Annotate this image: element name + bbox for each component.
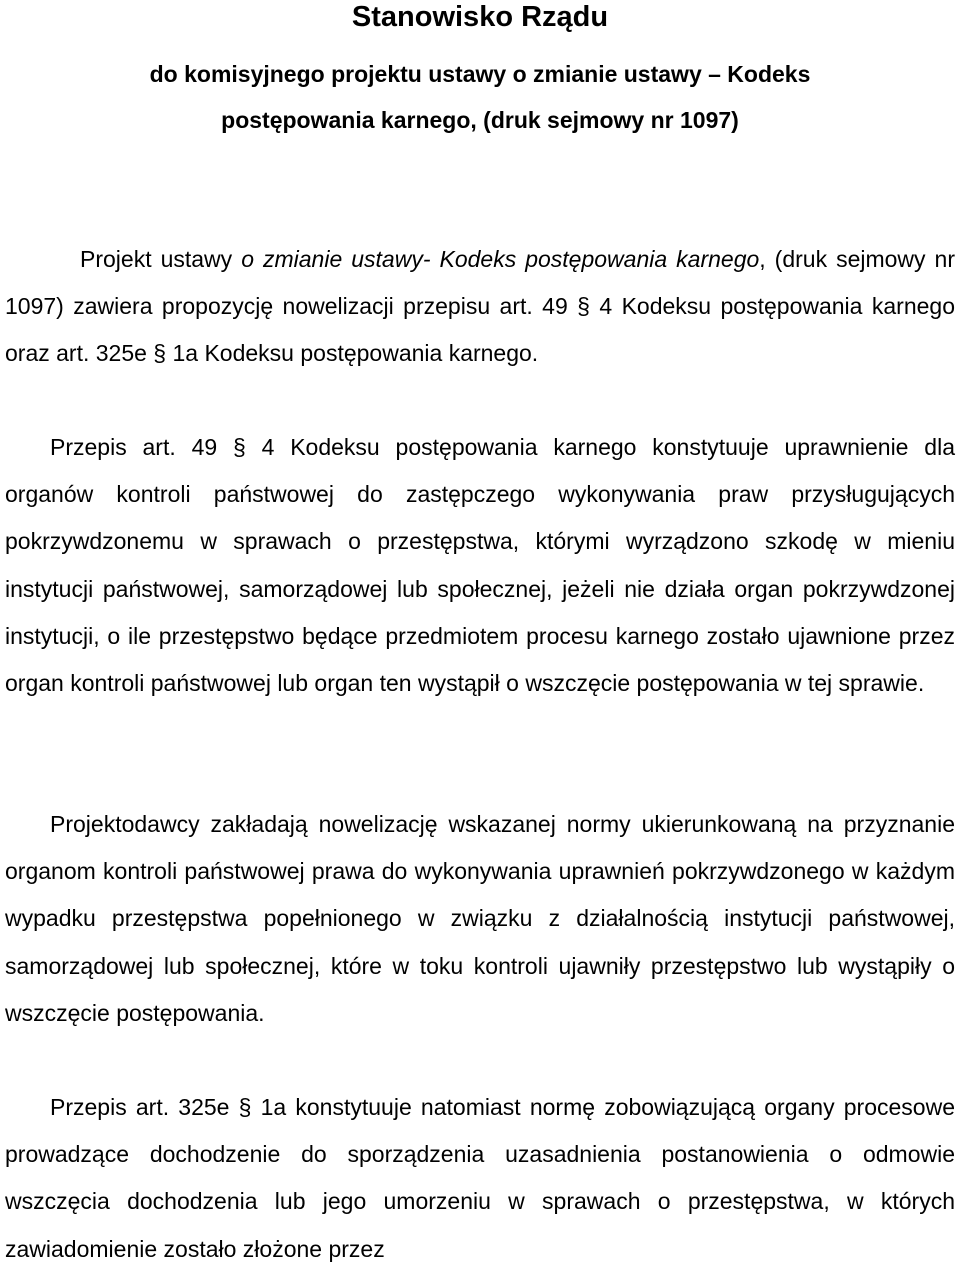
paragraph-intro-act-title: o zmianie ustawy- Kodeks postępowania karnego (241, 246, 760, 272)
paragraph-art-49: Przepis art. 49 § 4 Kodeksu postępowania karnego konstytuuje uprawnienie dla organów kontroli państwowej do zastępczego wykonywania praw przysługujących pokrzywdzonemu w sprawach o przestępstwa, którymi wyrządzono szkodę w mieniu instytucji państwowej, samorządowej lub społecznej, jeżeli nie działa organ pokrzywdzonej instytucji, o ile przestępstwo będące przedmiotem procesu karnego zostało ujawnione przez organ kontroli państwowej lub organ ten wystąpił o wszczęcie postępowania w tej sprawie. (5, 434, 955, 697)
paragraph-intro-rest: , (druk sejmowy nr 1097) zawiera propozycję nowelizacji przepisu art. 49 § 4 Kodeksu postępowania karnego oraz art. 325e § 1a Kodeksu postępowania karnego. (5, 246, 956, 367)
paragraph-art-325e: Przepis art. 325e § 1a konstytuuje natomiast normę zobowiązującą organy procesowe prowadzące dochodzenie do sporządzenia uzasadnienia postanowienia o odmowie wszczęcia dochodzenia lub jego umorzeniu w sprawach o przestępstwa, w których zawiadomienie zostało złożone przez (5, 1094, 955, 1262)
document-subtitle: do komisyjnego projektu ustawy o zmianie ustawy – Kodeks postępowania karnego, (druk sejmowy nr 1097) (149, 61, 811, 133)
paragraph-proposal: Projektodawcy zakładają nowelizację wskazanej normy ukierunkowaną na przyznanie organom kontroli państwowej prawa do wykonywania uprawnień pokrzywdzonego w każdym wypadku przestępstwa popełnionego w związku z działalnością instytucji państwowej, samorządowej lub społecznej, które w toku kontroli ujawniły przestępstwo lub wystąpiły o wszczęcie postępowania. (5, 811, 955, 1026)
paragraph-intro (5, 236, 955, 378)
paragraph-intro-lead: Projekt ustawy (80, 246, 242, 272)
document-title: Stanowisko Rządu (351, 1, 609, 33)
